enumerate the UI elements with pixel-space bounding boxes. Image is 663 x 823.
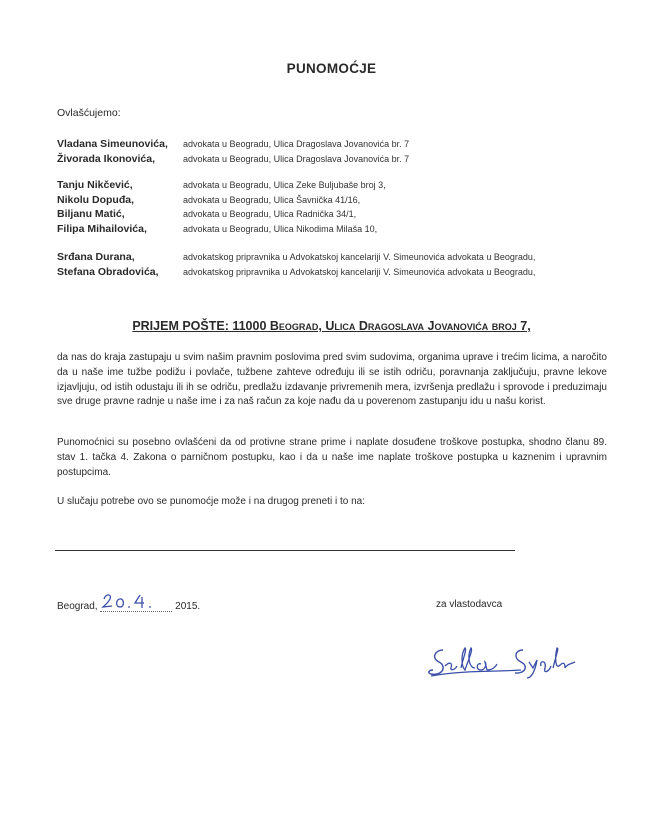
authorization-paragraph: da nas do kraja zastupaju u svim našim pravnim poslovima pred svim sudovima, organima uprave i trećim licima, a naročito da u naše ime tužbe podižu i povlače, tužbene zahteve određuju ili se istih odriču, poravnanja zaključuju, pravne lekove izjavljuju, od istih odustaju ili ih se odriču, predlažu izdavanje privremenih mera, izvršenja predlažu i sprovode i preduzimaju sve druge pravne radnje u naše ime i za naš račun za koje nađu da u poverenom zastupanju idu u našu korist. [57,352,607,408]
attorney-row [57,250,535,265]
date-place: Beograd, [57,601,98,612]
attorney-address: advokata u Beogradu, Ulica Nikodima Milaša 10, [183,223,378,234]
attorney-address: advokatskog pripravnika u Advokatskoj kancelariji V. Simeunovića advokata u Beogradu, [183,252,536,263]
signature-icon [425,640,585,687]
transfer-paragraph: U slučaju potrebe ovo se punomoćje može i na drugog preneti i to na: [57,496,365,507]
handwritten-date-icon [100,591,172,611]
handwritten-date [100,597,172,612]
attorney-row [57,178,386,193]
attorney-name: Filipa Mihailovića, [57,222,147,235]
attorney-name: Srđana Durana, [57,251,135,264]
attorney-address: advokata u Beogradu, Ulica Šavnička 41/16, [183,194,361,205]
intro-text: Ovlašćujemo: [57,107,121,119]
attorney-address: advokata u Beogradu, Ulica Zeke Buljubaše broj 3, [183,180,386,191]
date-line [57,597,200,612]
attorney-address: advokata u Beogradu, Ulica Dragoslava Jovanovića br. 7 [183,153,410,164]
transfer-blank-line [55,550,515,551]
attorney-name: Živorada Ikonovića, [57,152,156,165]
attorney-row [57,222,386,237]
attorney-group-3 [57,250,535,279]
attorney-row [57,137,409,152]
attorney-address: advokatskog pripravnika u Advokatskoj kancelariji V. Simeunovića advokata u Beogradu, [183,266,536,277]
attorney-name: Nikolu Dopuđa, [57,193,134,206]
attorney-row [57,265,535,280]
attorney-address: advokata u Beogradu, Ulica Radnička 34/1, [183,209,357,220]
document-title: PUNOMOĆJE [286,61,377,76]
attorney-address: advokata u Beogradu, Ulica Dragoslava Jovanovića br. 7 [183,139,410,150]
attorney-row [57,193,386,208]
attorney-name: Vladana Simeunovića, [57,138,168,151]
attorney-row [57,207,386,222]
attorney-group-1 [57,137,409,166]
attorney-name: Stefana Obradovića, [57,265,159,278]
attorney-group-2 [57,178,386,236]
date-year: 2015. [175,601,201,612]
principal-label: za vlastodavca [436,599,503,610]
attorney-name: Tanju Nikčević, [57,179,133,192]
attorney-name: Biljanu Matić, [57,208,125,221]
attorney-row [57,152,409,167]
costs-paragraph: Punomoćnici su posebno ovlašćeni da od protivne strane prime i naplate dosuđene troškove postupka, shodno članu 89. stav 1. tačka 4. Zakona o parničnom postupku, kao i da u naše ime naplate troškove postupka u kaznenim i upravnim postupcima. [57,437,607,478]
delivery-address: PRIJEM POŠTE: 11000 Beograd, Ulica Dragoslava Jovanovića broj 7, [132,319,531,333]
